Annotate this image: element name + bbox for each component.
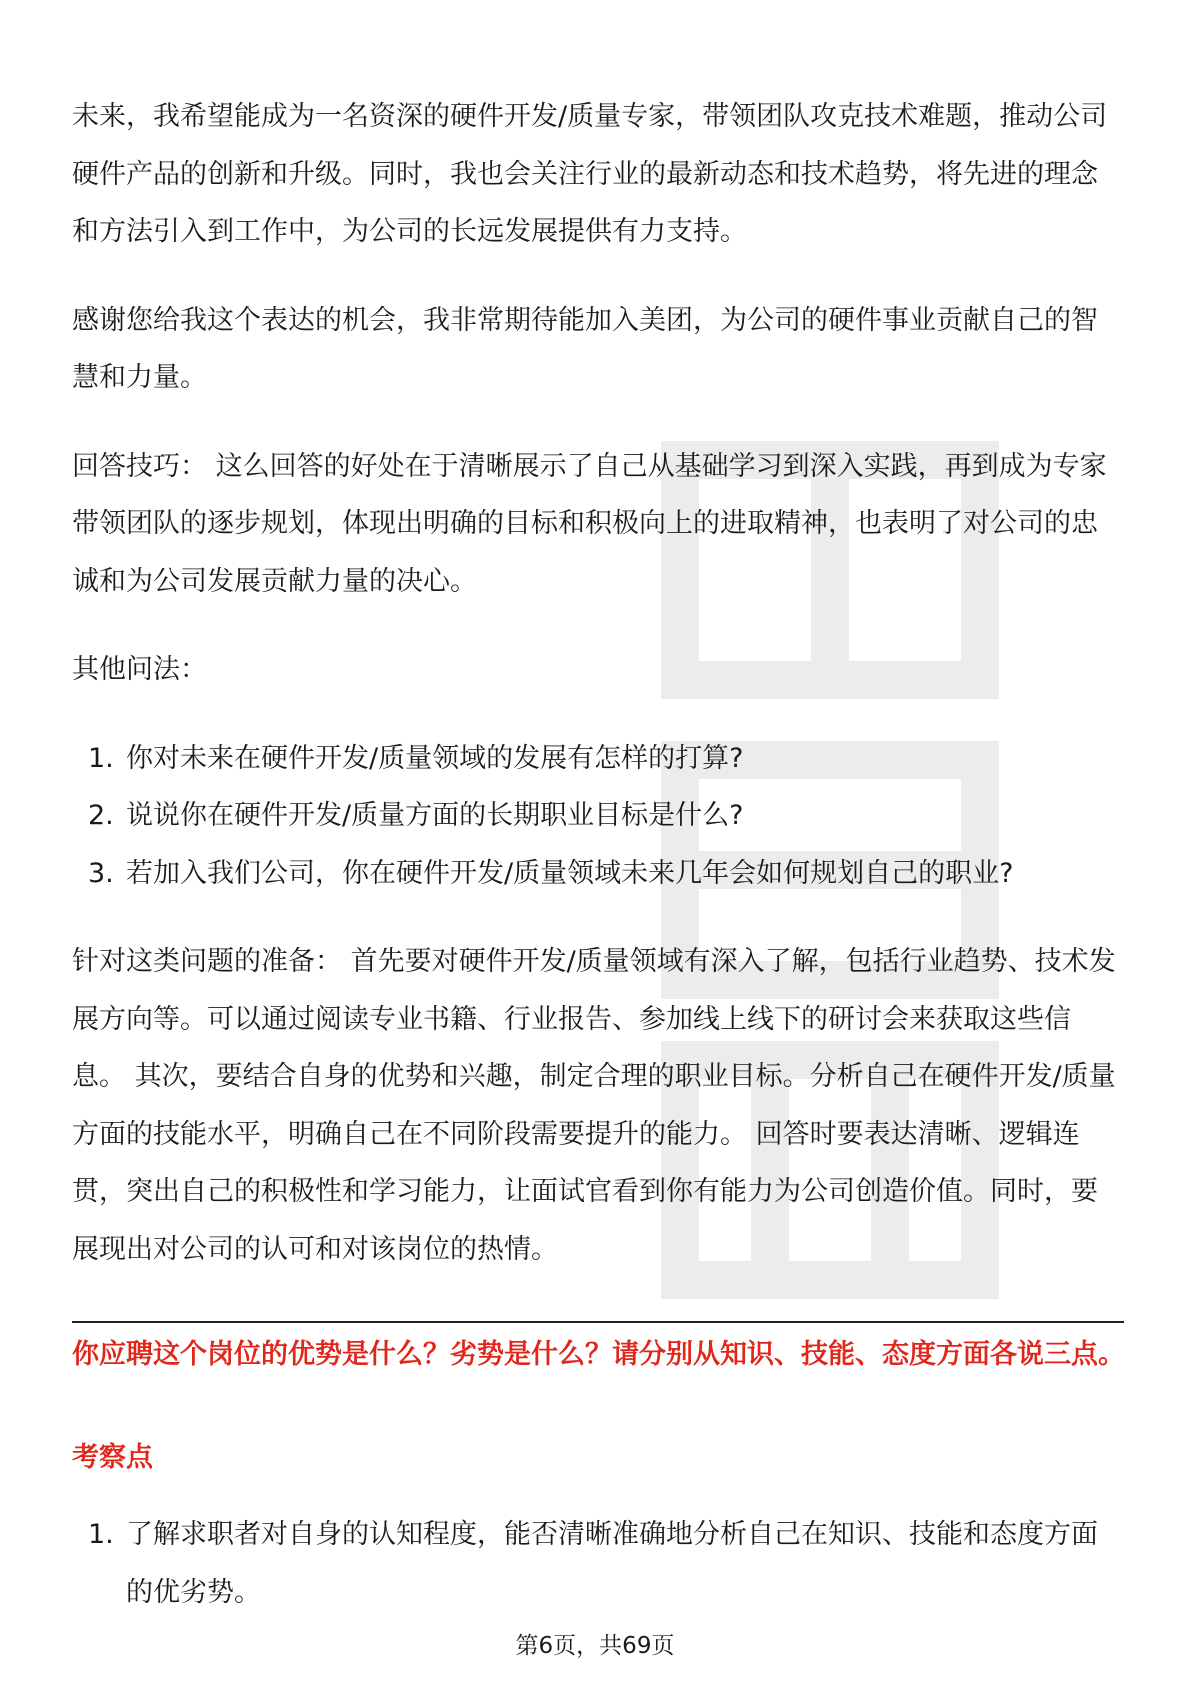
question-heading: 你应聘这个岗位的优势是什么？劣势是什么？请分别从知识、技能、态度方面各说三点。: [72, 1339, 1125, 1370]
kaochadian-list: [72, 1506, 1122, 1621]
list-item: 2. 说说你在硬件开发/质量方面的长期职业目标是什么?: [88, 800, 744, 831]
kaochadian-heading: 考察点: [72, 1442, 153, 1473]
paragraph-answer-tips: 回答技巧： 这么回答的好处在于清晰展示了自己从基础学习到深入实践，再到成为专家带领团队的逐步规划，体现出明确的目标和积极向上的进取精神，也表明了对公司的忠诚和为公司发展贡献力量的决心。: [72, 450, 1107, 597]
list-item: 1. 你对未来在硬件开发/质量领域的发展有怎样的打算?: [88, 742, 744, 774]
paragraph-preparation: 针对这类问题的准备： 首先要对硬件开发/质量领域有深入了解，包括行业趋势、技术发展方向等。可以通过阅读专业书籍、行业报告、参加线上线下的研讨会来获取这些信息。 其次，要结合自身的优势和兴趣，制定合理的职业目标。分析自己在硬件开发/质量方面的技能水平，明确自己在不同阶段需要提升的能力。 回答时要表达清晰、逻辑连贯，突出自己的积极性和学习能力，让面试官看到你有能力为公司创造价值。同时，要展现出对公司的认可和对该岗位的热情。: [72, 946, 1116, 1265]
paragraph-future-goals: 未来，我希望能成为一名资深的硬件开发/质量专家，带领团队攻克技术难题，推动公司硬件产品的创新和升级。同时，我也会关注行业的最新动态和技术趋势，将先进的理念和方法引入到工作中，为公司的长远发展提供有力支持。: [72, 101, 1108, 247]
section-divider: [72, 1321, 1124, 1323]
other-questions-list: [72, 730, 1122, 903]
paragraph-thanks: 感谢您给我这个表达的机会，我非常期待能加入美团，为公司的硬件事业贡献自己的智慧和力量。: [72, 304, 1098, 393]
main-content: [72, 88, 1122, 1278]
paragraph-other-questions-label: 其他问法：: [72, 654, 207, 685]
list-item: 3. 若加入我们公司，你在硬件开发/质量领域未来几年会如何规划自己的职业?: [88, 857, 1014, 889]
list-item: 1. 了解求职者对自身的认知程度，能否清晰准确地分析自己在知识、技能和态度方面的优劣势。: [88, 1519, 1098, 1608]
page-number: 第6页，共69页: [515, 1633, 675, 1659]
kaochadian-list-container: [72, 1506, 1122, 1621]
